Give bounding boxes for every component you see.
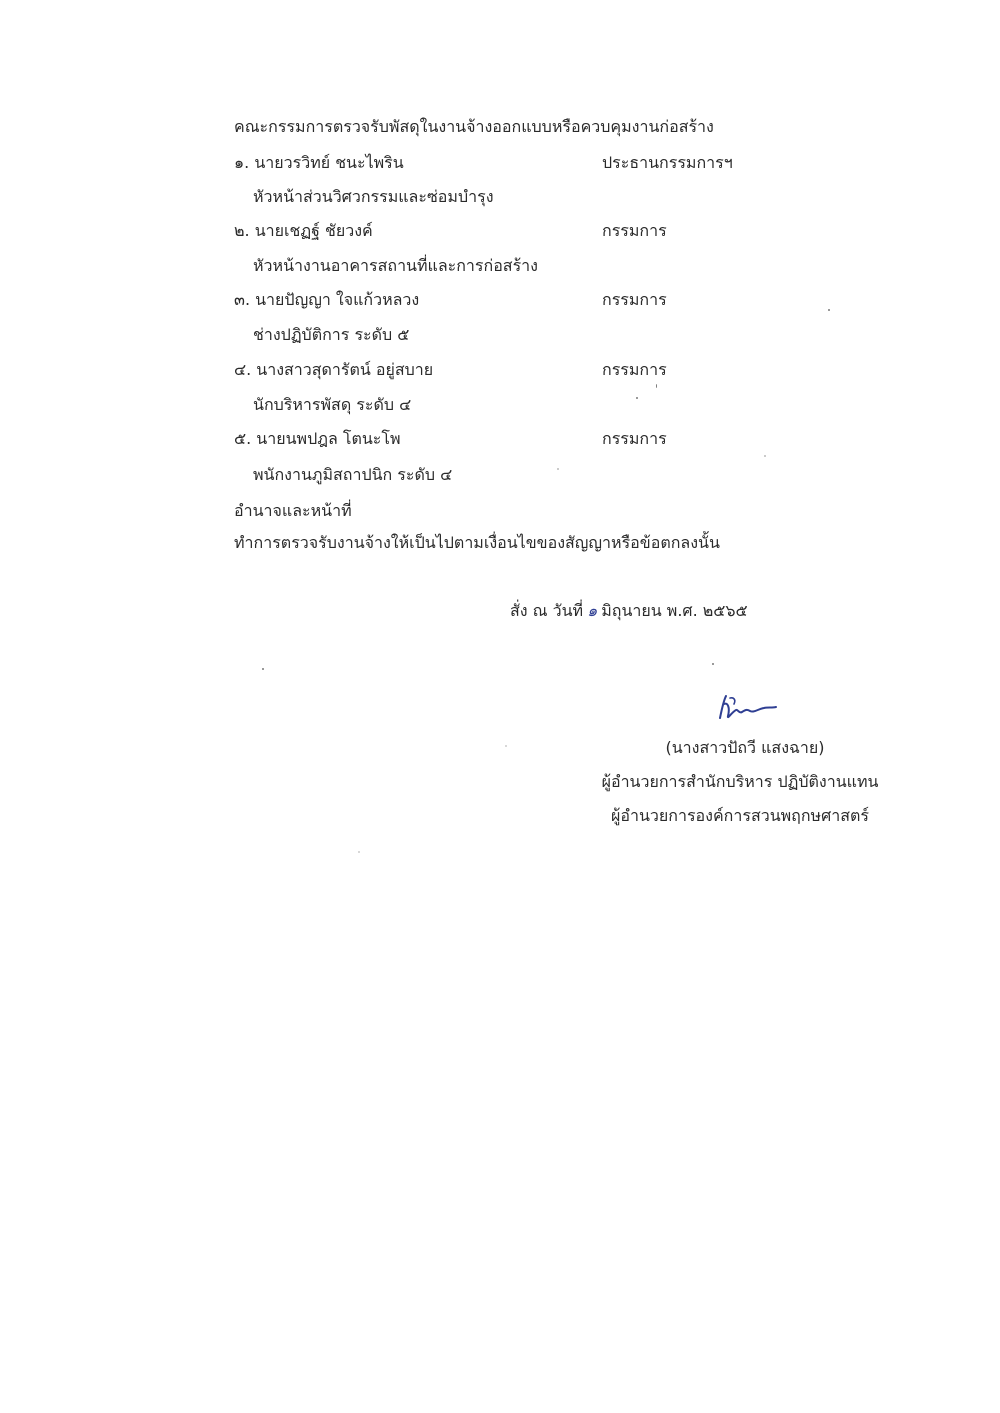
- scan-speck: [505, 745, 507, 747]
- order-date-month-year: มิถุนายน พ.ศ. ๒๕๖๕: [601, 601, 748, 620]
- scan-speck: [358, 851, 360, 853]
- order-date-prefix: สั่ง ณ วันที่: [510, 601, 584, 620]
- member-name: ๑. นายวรวิทย์ ชนะไพริน: [234, 153, 404, 172]
- member-role: กรรมการ: [602, 360, 667, 379]
- member-name: ๕. นายนพปฎล โตนะโพ: [234, 429, 401, 448]
- member-position: พนักงานภูมิสถาปนิก ระดับ ๔: [253, 465, 453, 484]
- committee-heading: คณะกรรมการตรวจรับพัสดุในงานจ้างออกแบบหรือควบคุมงานก่อสร้าง: [234, 117, 714, 136]
- member-name: ๓. นายปัญญา ใจแก้วหลวง: [234, 290, 420, 309]
- duties-text: ทำการตรวจรับงานจ้างให้เป็นไปตามเงื่อนไขของสัญญาหรือข้อตกลงนั้น: [234, 533, 720, 552]
- member-position: นักบริหารพัสดุ ระดับ ๔: [253, 395, 412, 414]
- order-date: [510, 600, 748, 622]
- order-date-day: ๑: [587, 601, 598, 620]
- signature-icon: [712, 690, 782, 730]
- member-role: กรรมการ: [602, 221, 667, 240]
- scan-speck: [262, 668, 264, 670]
- member-position: หัวหน้างานอาคารสถานที่และการก่อสร้าง: [253, 256, 538, 275]
- signatory-title-line2: ผู้อำนวยการองค์การสวนพฤกษศาสตร์: [611, 806, 869, 825]
- signatory-title-line1: ผู้อำนวยการสำนักบริหาร ปฏิบัติงานแทน: [601, 772, 879, 791]
- signatory-name: (นางสาวปัถวี แสงฉาย): [665, 738, 825, 757]
- duties-heading: อำนาจและหน้าที่: [234, 501, 352, 520]
- member-position: หัวหน้าส่วนวิศวกรรมและซ่อมบำรุง: [253, 187, 494, 206]
- member-role: ประธานกรรมการฯ: [602, 153, 733, 172]
- member-role: กรรมการ: [602, 290, 667, 309]
- member-role: กรรมการ: [602, 429, 667, 448]
- member-name: ๔. นางสาวสุดารัตน์ อยู่สบาย: [234, 360, 434, 379]
- scan-speck: [557, 468, 559, 470]
- scan-speck: [656, 384, 657, 388]
- member-position: ช่างปฏิบัติการ ระดับ ๕: [253, 325, 410, 344]
- member-name: ๒. นายเชฏฐ์ ชัยวงค์: [234, 221, 373, 240]
- scan-speck: [712, 663, 714, 665]
- scan-speck: [764, 455, 766, 457]
- scan-speck: [636, 397, 638, 399]
- scan-speck: [828, 309, 830, 311]
